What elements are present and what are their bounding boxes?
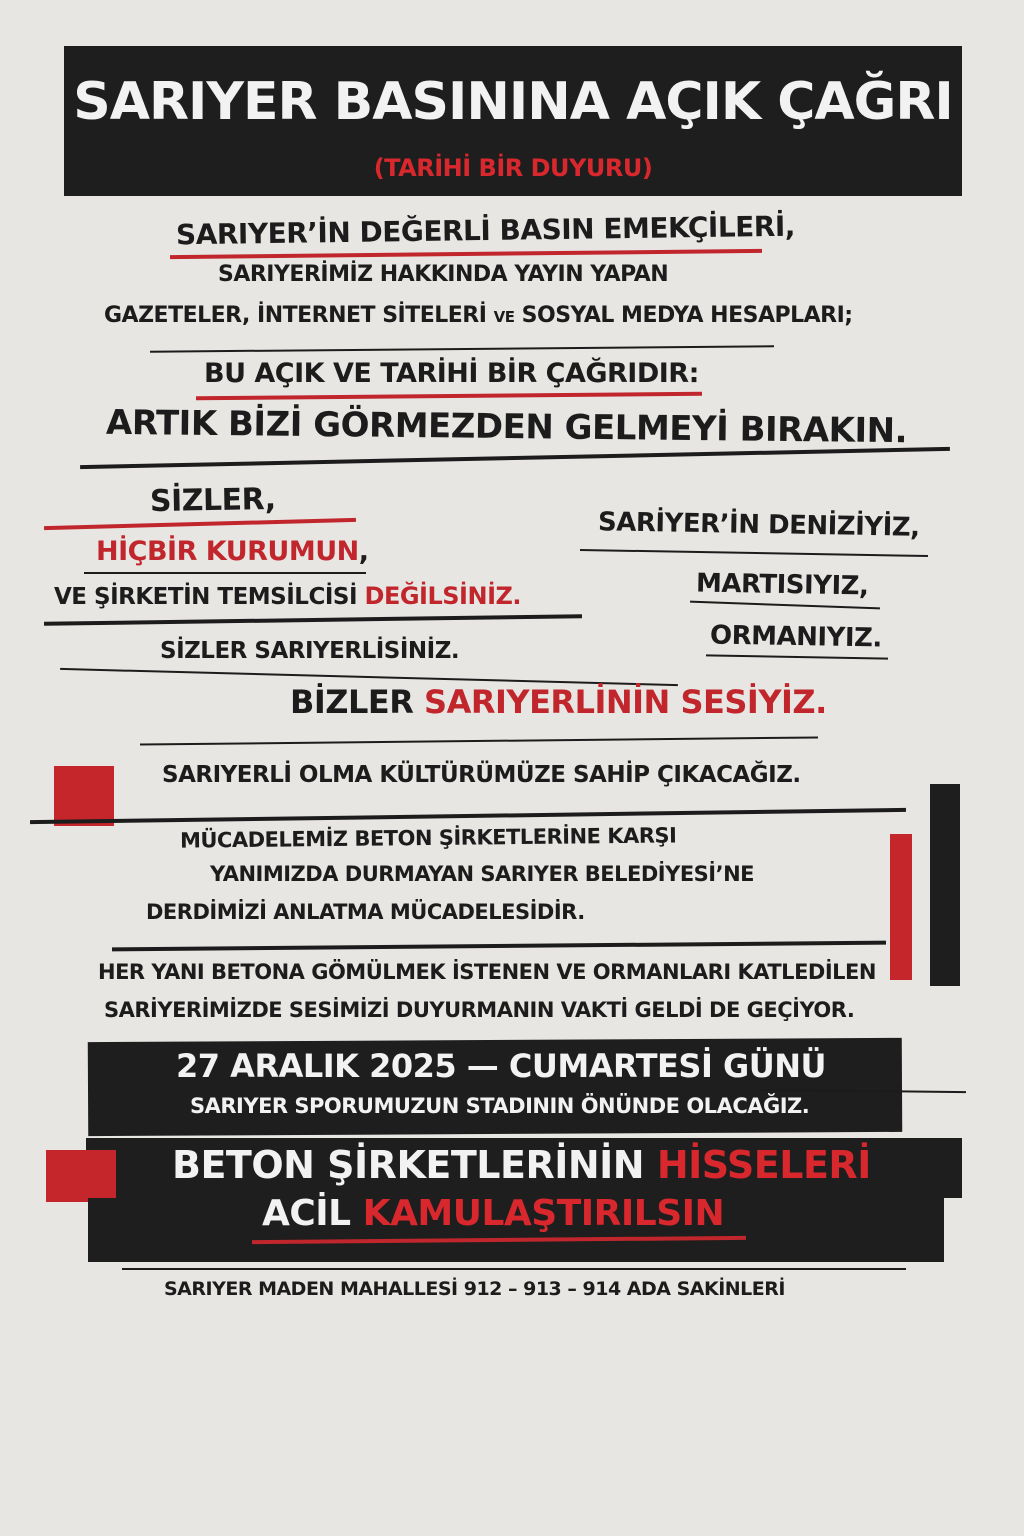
sizler-underline [44, 518, 356, 530]
call-underline [196, 392, 702, 400]
page-title: SARIYER BASININA AÇIK ÇAĞRI [73, 72, 953, 132]
orman-line: ORMANIYIZ. [709, 620, 883, 654]
slogan-hisseleri: HİSSELERİ [656, 1143, 871, 1187]
red-bar-right [890, 834, 912, 980]
slogan-acil: ACİL [262, 1193, 351, 1234]
culture-underline [30, 808, 906, 824]
marti-line: MARTISIYIZ, [695, 568, 869, 602]
intro-line-2 [104, 305, 853, 327]
culture-line: SARIYERLİ OLMA KÜLTÜRÜMÜZE SAHİP ÇIKACAĞIZ. [162, 762, 801, 788]
page-subtitle: (TARİHİ BİR DUYURU) [373, 154, 653, 182]
sarıyerlisiniz-line: SİZLER SARIYERLİSİNİZ. [160, 638, 460, 664]
slogan-beton: BETON ŞİRKETLERİNİN [172, 1143, 645, 1187]
salutation-underline [170, 249, 762, 259]
concrete-line-1: HER YANI BETONA GÖMÜLMEK İSTENEN VE ORMANLARI KATLEDİLEN [98, 960, 876, 984]
footer-rule [122, 1268, 906, 1270]
intro-rule [150, 345, 774, 352]
struggle-line-1: MÜCADELEMİZ BETON ŞİRKETLERİNE KARŞI [179, 823, 677, 853]
demand-underline [80, 447, 950, 469]
slogan-kamulastirilsin: KAMULAŞTIRILSIN [362, 1193, 725, 1234]
intro-line-1: SARIYERİMİZ HAKKINDA YAYIN YAPAN [218, 262, 669, 287]
red-square-left [54, 766, 114, 826]
voice-underline [140, 736, 818, 745]
hicbir-kurumun: HİÇBİR KURUMUN [96, 536, 359, 567]
temsilci-line [54, 584, 521, 609]
voice-line [290, 683, 827, 721]
concrete-line-2: SARİYERİMİZDE SESİMİZİ DUYURMANIN VAKTİ GELDİ DE GEÇİYOR. [104, 998, 855, 1022]
slogan-line-1 [172, 1143, 871, 1187]
salutation: SARIYER’İN DEĞERLİ BASIN EMEKÇİLERİ, [175, 209, 796, 252]
hicbir-comma: , [358, 536, 369, 567]
orman-underline [706, 654, 888, 659]
marti-underline [690, 601, 880, 610]
struggle-line-2: YANIMIZDA DURMAYAN SARIYER BELEDİYESİ’NE [210, 862, 755, 886]
hicbir-underline [84, 572, 366, 574]
slogan-line-2 [262, 1193, 725, 1234]
voice-sesiyiz: SARIYERLİNİN SESİYİZ. [424, 683, 827, 721]
red-square-slogan [46, 1150, 116, 1202]
call-line: BU AÇIK VE TARİHİ BİR ÇAĞRIDIR: [204, 358, 699, 389]
event-place: SARIYER SPORUMUZUN STADININ ÖNÜNDE OLACAĞIZ. [190, 1094, 810, 1118]
sizler-line: SİZLER, [149, 481, 276, 520]
temsilci-text: VE ŞİRKETİN TEMSİLCİSİ [54, 584, 358, 610]
intro-line-2a: GAZETELER, İNTERNET SİTELERİ [104, 303, 487, 328]
footer-signature: SARIYER MADEN MAHALLESİ 912 – 913 – 914 ADA SAKİNLERİ [164, 1278, 785, 1300]
struggle-line-3: DERDİMİZİ ANLATMA MÜCADELESİDİR. [146, 900, 585, 924]
black-bar-right [930, 784, 960, 986]
degilsiniz-text: DEĞİLSİNİZ. [364, 582, 522, 610]
deniz-line: SARİYER’İN DENİZİYİZ, [597, 507, 920, 543]
struggle-underline [112, 941, 886, 952]
voice-bizler: BİZLER [290, 683, 414, 721]
intro-line-2b: VE [493, 308, 515, 326]
temsilci-underline [44, 614, 582, 626]
deniz-underline [580, 549, 928, 557]
hicbir-line [96, 538, 369, 565]
event-date: 27 ARALIK 2025 — CUMARTESİ GÜNÜ [176, 1047, 826, 1085]
demand-line: ARTIK BİZİ GÖRMEZDEN GELMEYİ BIRAKIN. [105, 402, 908, 452]
intro-line-2c: SOSYAL MEDYA HESAPLARI; [521, 303, 853, 328]
